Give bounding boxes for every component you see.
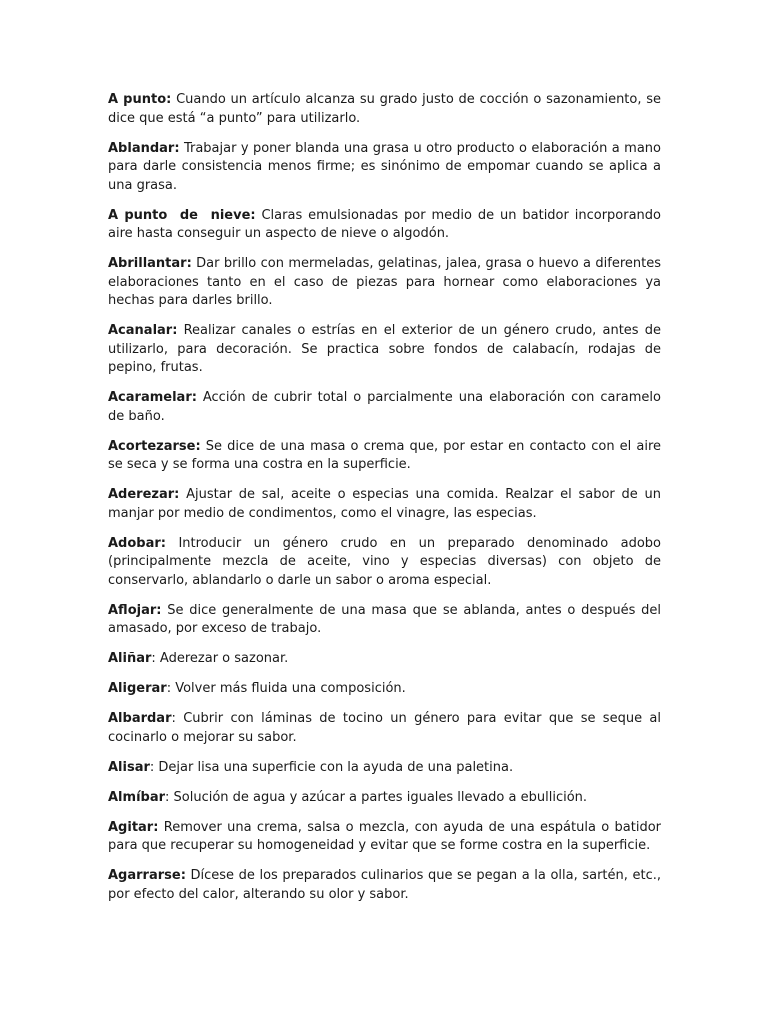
glossary-term: Agitar: bbox=[108, 819, 159, 835]
glossary-definition: Introducir un género crudo en un preparado denominado adobo (principalmente mezcla de aceite, vino y especias diversas) con objeto de conservarlo, ablandarlo o darle un sabor o aroma especial. bbox=[108, 535, 661, 588]
glossary-definition: Ajustar de sal, aceite o especias una comida. Realzar el sabor de un manjar por medio de condimentos, como el vinagre, las especias. bbox=[108, 487, 661, 521]
glossary-definition: : Volver más fluida una composición. bbox=[166, 681, 406, 696]
glossary-page bbox=[108, 91, 661, 916]
glossary-term: Abrillantar: bbox=[108, 256, 192, 271]
glossary-definition: Claras emulsionadas por medio de un batidor incorporando aire hasta conseguir un aspecto de nieve o algodón. bbox=[108, 207, 662, 241]
glossary-entry-acaramelar bbox=[108, 389, 661, 426]
glossary-entry-aflojar bbox=[108, 602, 661, 639]
glossary-term: Ablandar: bbox=[108, 140, 180, 156]
glossary-term: Almíbar bbox=[108, 789, 166, 805]
glossary-definition: Se dice generalmente de una masa que se ablanda, antes o después del amasado, por exceso de trabajo. bbox=[108, 602, 661, 636]
glossary-term: Adobar: bbox=[108, 535, 166, 551]
glossary-definition: Trabajar y poner blanda una grasa u otro producto o elaboración a mano para darle consistencia menos firme; es sinónimo de empomar cuando se aplica a una grasa. bbox=[108, 140, 661, 193]
glossary-entry-ablandar bbox=[108, 140, 661, 196]
glossary-term: Aliñar bbox=[108, 651, 152, 666]
glossary-definition: Realizar canales o estrías en el exterior de un género crudo, antes de utilizarlo, para decoración. Se practica sobre fondos de calabacín, rodajas de pepino, frutas. bbox=[108, 323, 661, 375]
glossary-entry-adobar bbox=[108, 535, 661, 591]
glossary-definition: Cuando un artículo alcanza su grado justo de cocción o sazonamiento, se dice que está “a punto” para utilizarlo. bbox=[108, 92, 661, 126]
glossary-term: Aderezar: bbox=[108, 487, 180, 502]
glossary-term: Acaramelar: bbox=[108, 390, 197, 405]
glossary-entry-almibar bbox=[108, 789, 661, 808]
glossary-definition: : Dejar lisa una superficie con la ayuda de una paletina. bbox=[149, 759, 514, 775]
glossary-definition: : Aderezar o sazonar. bbox=[151, 651, 289, 666]
glossary-definition: Remover una crema, salsa o mezcla, con ayuda de una espátula o batidor para que recuperar su homogeneidad y evitar que se forme costra en la superficie. bbox=[108, 819, 661, 853]
glossary-term: Albardar bbox=[108, 711, 172, 726]
glossary-entry-alinar bbox=[108, 650, 661, 669]
glossary-term: Aflojar: bbox=[108, 602, 162, 618]
glossary-term: A punto: bbox=[108, 92, 172, 107]
glossary-term: A punto de nieve: bbox=[108, 207, 256, 223]
glossary-term: Acanalar: bbox=[108, 323, 178, 338]
glossary-entry-acanalar bbox=[108, 322, 661, 378]
glossary-term: Alisar bbox=[108, 759, 150, 775]
glossary-entry-aderezar bbox=[108, 486, 661, 523]
glossary-definition: Se dice de una masa o crema que, por estar en contacto con el aire se seca y se forma una costra en la superficie. bbox=[108, 438, 661, 472]
glossary-definition: Acción de cubrir total o parcialmente una elaboración con caramelo de baño. bbox=[108, 390, 661, 424]
glossary-entry-a-punto-de-nieve bbox=[108, 207, 661, 244]
glossary-term: Aligerar bbox=[108, 681, 167, 696]
glossary-definition: : Solución de agua y azúcar a partes iguales llevado a ebullición. bbox=[165, 789, 588, 805]
glossary-entry-aligerar bbox=[108, 680, 661, 699]
glossary-entry-acortezarse bbox=[108, 438, 661, 475]
glossary-definition: Dar brillo con mermeladas, gelatinas, jalea, grasa o huevo a diferentes elaboraciones tanto en el caso de piezas para hornear como elaboraciones ya hechas para darles brillo. bbox=[108, 256, 661, 308]
glossary-entry-a-punto bbox=[108, 91, 661, 128]
glossary-definition: Dícese de los preparados culinarios que se pegan a la olla, sartén, etc., por efecto del calor, alterando su olor y sabor. bbox=[108, 868, 661, 902]
glossary-entry-albardar bbox=[108, 710, 661, 747]
glossary-definition: : Cubrir con láminas de tocino un género para evitar que se seque al cocinarlo o mejorar su sabor. bbox=[108, 711, 661, 745]
glossary-term: Acortezarse: bbox=[108, 438, 201, 454]
glossary-entry-agarrarse bbox=[108, 867, 661, 904]
glossary-entry-alisar bbox=[108, 759, 661, 778]
glossary-entry-agitar bbox=[108, 819, 661, 856]
glossary-entry-abrillantar bbox=[108, 255, 661, 311]
glossary-term: Agarrarse: bbox=[108, 868, 186, 883]
